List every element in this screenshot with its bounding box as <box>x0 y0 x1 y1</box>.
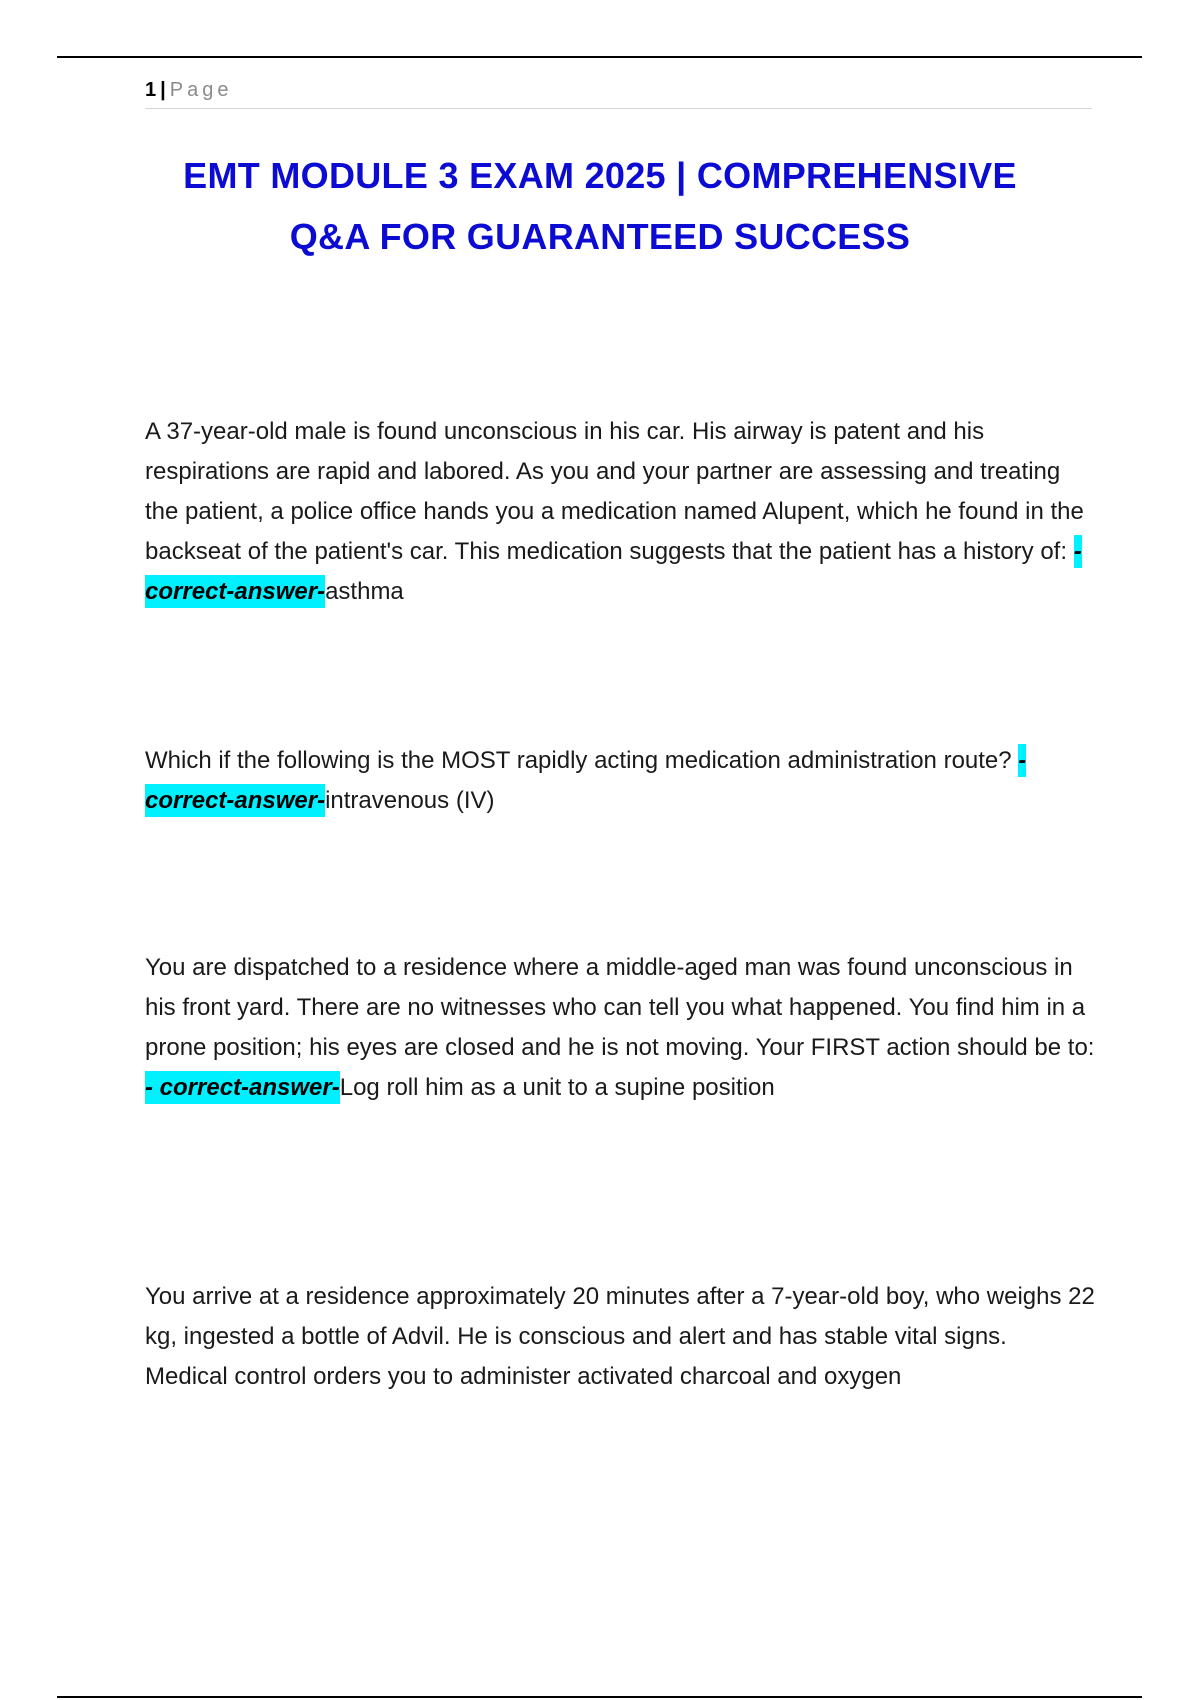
document-title-line-2: Q&A FOR GUARANTEED SUCCESS <box>289 216 911 257</box>
question-text: Which if the following is the MOST rapidly acting medication administration route? <box>145 747 1019 774</box>
qa-item-2 <box>145 741 1095 821</box>
document-title <box>100 145 1100 267</box>
page-separator: | <box>160 79 166 101</box>
answer-text: asthma <box>325 578 404 605</box>
answer-text: intravenous (IV) <box>325 787 495 814</box>
question-text: You are dispatched to a residence where a middle-aged man was found unconscious in his front yard. There are no witnesses who can tell you what happened. You find him in a prone position; his eyes are closed and he is not moving. Your FIRST action should be to: <box>145 954 1095 1061</box>
page-header <box>145 76 1092 109</box>
correct-answer-marker: - correct-answer- <box>145 535 1082 608</box>
correct-answer-marker: - correct-answer- <box>145 1071 340 1104</box>
answer-text: Log roll him as a unit to a supine position <box>339 1074 775 1101</box>
page-label: Page <box>169 79 233 101</box>
question-text: You arrive at a residence approximately 20 minutes after a 7-year-old boy, who weighs 22 kg, ingested a bottle of Advil. He is conscious and alert and has stable vital signs. Medical control orders you to administer activated charcoal and oxygen <box>145 1283 1095 1390</box>
qa-item-4 <box>145 1277 1095 1397</box>
correct-answer-marker: - correct-answer- <box>145 744 1026 817</box>
question-text: A 37-year-old male is found unconscious in his car. His airway is patent and his respirations are rapid and labored. As you and your partner are assessing and treating the patient, a police office hands you a medication named Alupent, which he found in the backseat of the patient's car. This medication suggests that the patient has a history of: <box>145 418 1084 565</box>
document-title-line-1: EMT MODULE 3 EXAM 2025 | COMPREHENSIVE <box>183 155 1017 196</box>
qa-item-3 <box>145 948 1095 1108</box>
top-rule <box>57 56 1142 58</box>
page-number: 1 <box>145 79 157 101</box>
bottom-rule <box>57 1696 1142 1698</box>
qa-item-1 <box>145 412 1095 612</box>
